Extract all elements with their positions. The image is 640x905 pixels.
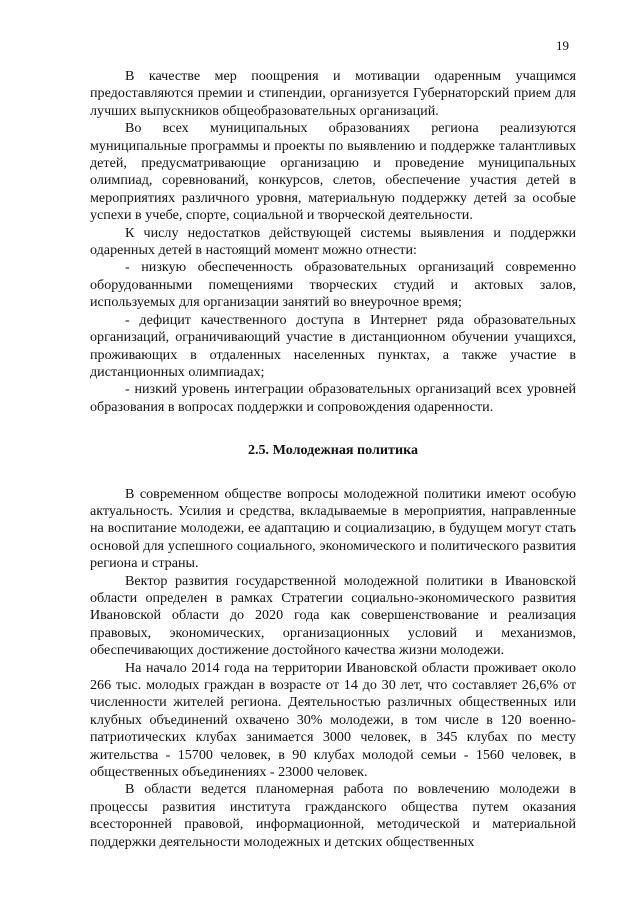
list-item: - низкий уровень интеграции образовательных организаций всех уровней образования в вопросах поддержки и сопровождения одаренности. [90,381,576,415]
section-heading: 2.5. Молодежная политика [247,442,419,459]
paragraph: Во всех муниципальных образованиях региона реализуются муниципальные программы и проекты по выявлению и поддержке талантливых детей, предусматривающие организацию и проведение муниципальных олимпиад, соревнований, конкурсов, слетов, обеспечение участия детей в мероприятиях различного уровня, материальную поддержку детей за особые успехи в учебе, спорте, социальной и творческой деятельности. [90,120,576,224]
paragraph: В современном обществе вопросы молодежной политики имеют особую актуальность. Усилия и средства, вкладываемые в мероприятия, направленные на воспитание молодежи, ее адаптацию и социализацию, в будущем могут стать основой для успешного социального, экономического и политического развития региона и страны. [90,485,576,572]
list-item: - дефицит качественного доступа в Интернет ряда образовательных организаций, ограничивающий участие в дистанционном обучении учащихся, проживающих в отдаленных населенных пунктах, а также участие в дистанционных олимпиадах; [90,311,576,380]
list-item: - низкую обеспеченность образовательных организаций современно оборудованными помещениями творческих студий и актовых залов, используемых для организации занятий во внеурочное время; [90,259,576,311]
paragraph: В области ведется планомерная работа по вовлечению молодежи в процессы развития института гражданского общества путем оказания всесторонней правовой, информационной, методической и материальной поддержки деятельности молодежных и детских общественных [90,781,576,850]
paragraph: На начало 2014 года на территории Ивановской области проживает около 266 тыс. молодых граждан в возрасте от 14 до 30 лет, что составляет 26,6% от численности жителей региона. Деятельностью различных общественных или клубных объединений охвачено 30% молодежи, в том числе в 120 военно-патриотических клубах занимается 3000 человек, в 345 клубах по месту жительства - 15700 человек, в 90 клубах молодой семьи - 1560 человек, в общественных объединениях - 23000 человек. [90,659,576,781]
document-body [90,68,576,851]
paragraph: Вектор развития государственной молодежной политики в Ивановской области определен в рамках Стратегии социально-экономического развития Ивановской области до 2020 года как совершенствование и реализация правовых, экономических, организационных условий и механизмов, обеспечивающих достижение достойного качества жизни молодежи. [90,572,576,659]
paragraph: В качестве мер поощрения и мотивации одаренным учащимся предоставляются премии и стипендии, организуется Губернаторский прием для лучших выпускников общеобразовательных организаций. [90,68,576,119]
paragraph: К числу недостатков действующей системы выявления и поддержки одаренных детей в настоящий момент можно отнести: [90,224,576,259]
page-number: 19 [556,38,569,53]
